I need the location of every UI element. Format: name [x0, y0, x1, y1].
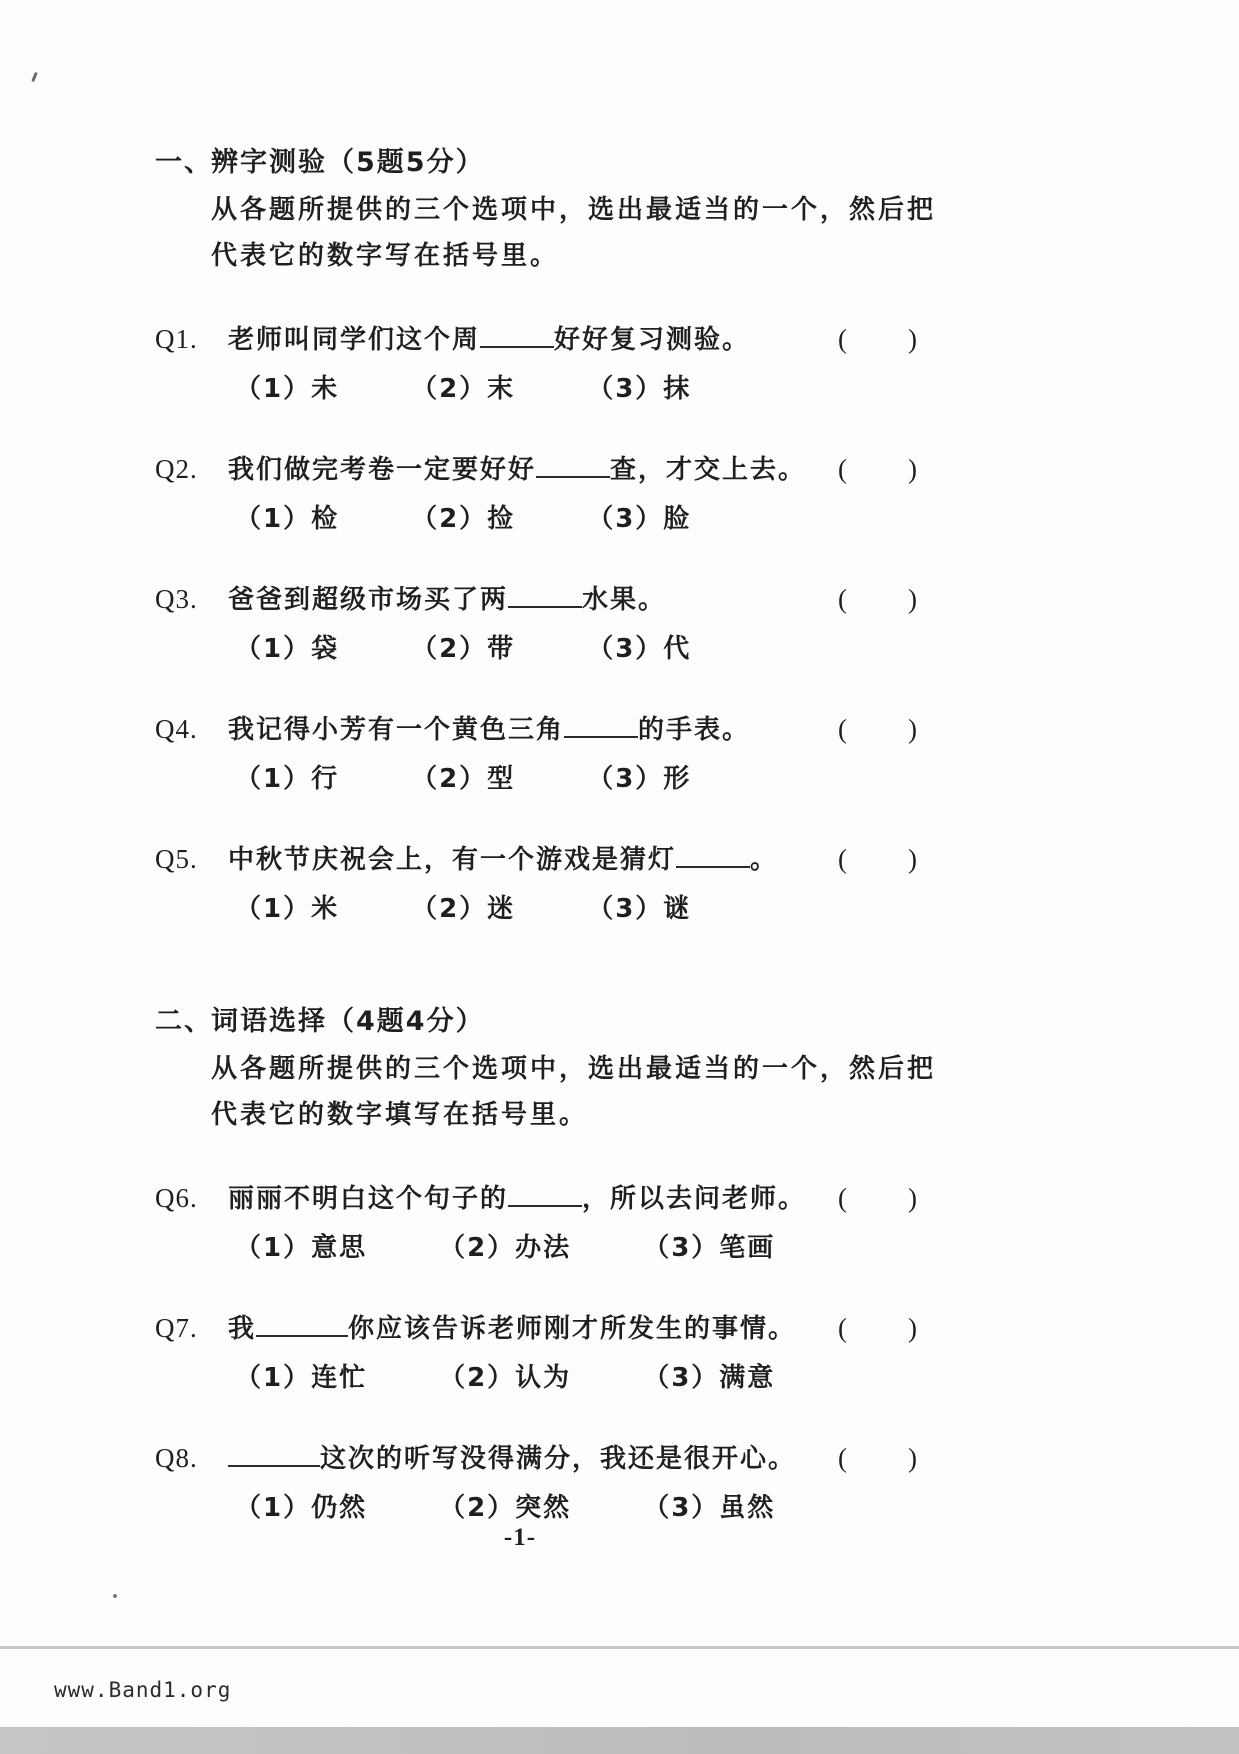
question-text	[228, 322, 750, 358]
question-number: Q7.	[155, 1313, 198, 1343]
question-text-before: 丽丽不明白这个句子的	[228, 1184, 509, 1214]
question-q3	[155, 581, 985, 667]
option-2: （2）带	[411, 634, 516, 664]
question-q7	[155, 1310, 985, 1396]
section-1-header	[155, 140, 985, 179]
question-text	[228, 452, 806, 488]
answer-bracket-open: (	[838, 844, 847, 874]
option-3: （3）谜	[587, 894, 692, 924]
question-text	[228, 842, 778, 878]
question-q5	[155, 841, 985, 927]
option-3: （3）满意	[643, 1363, 776, 1393]
section-2	[155, 999, 985, 1526]
option-1: （1）意思	[235, 1233, 368, 1263]
question-text-before: 老师叫同学们这个周	[228, 325, 481, 355]
answer-blank	[536, 474, 610, 478]
exam-content	[155, 140, 985, 1526]
question-number: Q4.	[155, 714, 198, 744]
question-text-before: 我记得小芳有一个黄色三角	[228, 715, 565, 745]
options-row	[235, 371, 985, 407]
option-1: （1）未	[235, 374, 340, 404]
answer-bracket-close: )	[908, 584, 917, 614]
question-line	[155, 1310, 985, 1347]
question-text-before: 中秋节庆祝会上，有一个游戏是猜灯	[228, 845, 677, 875]
section-1-instructions	[211, 187, 985, 279]
answer-bracket-open: (	[838, 1443, 847, 1473]
question-line	[155, 321, 985, 358]
question-number: Q5.	[155, 844, 198, 874]
question-q2	[155, 451, 985, 537]
section-number: 二、	[155, 1006, 213, 1037]
question-text-after: 查，才交上去。	[610, 455, 807, 485]
option-1: （1）米	[235, 894, 340, 924]
answer-bracket-close: )	[908, 1313, 917, 1343]
option-1: （1）仍然	[235, 1493, 368, 1523]
option-1: （1）袋	[235, 634, 340, 664]
question-number: Q2.	[155, 454, 198, 484]
question-text	[228, 582, 666, 618]
answer-blank	[564, 734, 638, 738]
answer-bracket-open: (	[838, 714, 847, 744]
option-3: （3）虽然	[643, 1493, 776, 1523]
question-line	[155, 451, 985, 488]
options-row	[235, 631, 985, 667]
instruction-line: 从各题所提供的三个选项中，选出最适当的一个，然后把	[211, 195, 937, 225]
answer-bracket-close: )	[908, 454, 917, 484]
answer-blank	[256, 1333, 348, 1337]
answer-blank	[480, 344, 554, 348]
answer-blank	[508, 604, 582, 608]
answer-bracket-close: )	[908, 324, 917, 354]
option-3: （3）抹	[587, 374, 692, 404]
question-q8	[155, 1440, 985, 1526]
page-number: -1-	[503, 1524, 537, 1551]
question-line	[155, 1440, 985, 1477]
question-number: Q3.	[155, 584, 198, 614]
answer-blank	[228, 1463, 320, 1467]
option-2: （2）末	[411, 374, 516, 404]
question-line	[155, 841, 985, 878]
option-2: （2）认为	[439, 1363, 572, 1393]
answer-bracket-open: (	[838, 454, 847, 484]
section-2-instructions	[211, 1046, 985, 1138]
answer-bracket-open: (	[838, 324, 847, 354]
instruction-line: 从各题所提供的三个选项中，选出最适当的一个，然后把	[211, 1054, 937, 1084]
question-line	[155, 581, 985, 618]
section-1	[155, 140, 985, 927]
options-row	[235, 501, 985, 537]
options-row	[235, 761, 985, 797]
option-3: （3）形	[587, 764, 692, 794]
option-2: （2）突然	[439, 1493, 572, 1523]
question-text	[228, 1181, 806, 1217]
scan-bottom-edge	[0, 1727, 1239, 1754]
footer-website: www.Band1.org	[54, 1678, 232, 1702]
option-3: （3）笔画	[643, 1233, 776, 1263]
option-2: （2）办法	[439, 1233, 572, 1263]
options-row	[235, 1230, 985, 1266]
answer-blank	[508, 1203, 582, 1207]
question-number: Q6.	[155, 1183, 198, 1213]
option-1: （1）行	[235, 764, 340, 794]
question-text-after: 好好复习测验。	[554, 325, 751, 355]
question-text-before: 我	[228, 1314, 257, 1344]
question-text-before: 爸爸到超级市场买了两	[228, 585, 509, 615]
section-number: 一、	[155, 147, 213, 178]
question-text-after: 这次的听写没得满分，我还是很开心。	[320, 1444, 797, 1474]
option-1: （1）检	[235, 504, 340, 534]
question-q1	[155, 321, 985, 407]
question-text-after: 。	[750, 845, 779, 875]
section-title: 辨字测验（5题5分）	[211, 147, 485, 178]
answer-bracket-open: (	[838, 584, 847, 614]
options-row	[235, 1360, 985, 1396]
answer-blank	[676, 864, 750, 868]
question-text	[228, 1311, 796, 1347]
answer-bracket-close: )	[908, 1443, 917, 1473]
answer-bracket-open: (	[838, 1183, 847, 1213]
answer-bracket-open: (	[838, 1313, 847, 1343]
answer-bracket-close: )	[908, 844, 917, 874]
scan-artifact-dot	[113, 1594, 117, 1598]
options-row	[235, 891, 985, 927]
option-2: （2）型	[411, 764, 516, 794]
question-q6	[155, 1180, 985, 1266]
scan-artifact-mark	[31, 72, 38, 82]
question-line	[155, 1180, 985, 1217]
option-3: （3）脸	[587, 504, 692, 534]
instruction-line: 代表它的数字写在括号里。	[211, 241, 560, 271]
question-text-after: 你应该告诉老师刚才所发生的事情。	[348, 1314, 797, 1344]
option-3: （3）代	[587, 634, 692, 664]
option-2: （2）捡	[411, 504, 516, 534]
question-text	[228, 1441, 796, 1477]
answer-bracket-close: )	[908, 1183, 917, 1213]
option-1: （1）连忙	[235, 1363, 368, 1393]
answer-bracket-close: )	[908, 714, 917, 744]
question-line	[155, 711, 985, 748]
question-q4	[155, 711, 985, 797]
option-2: （2）迷	[411, 894, 516, 924]
section-title: 词语选择（4题4分）	[211, 1006, 485, 1037]
section-2-header	[155, 999, 985, 1038]
question-text-before: 我们做完考卷一定要好好	[228, 455, 537, 485]
instruction-line: 代表它的数字填写在括号里。	[211, 1100, 589, 1130]
question-text-after: 的手表。	[638, 715, 751, 745]
question-text-after: ，所以去问老师。	[582, 1184, 807, 1214]
question-text	[228, 712, 750, 748]
question-number: Q1.	[155, 324, 198, 354]
question-text-after: 水果。	[582, 585, 667, 615]
question-number: Q8.	[155, 1443, 198, 1473]
footer-divider	[0, 1646, 1239, 1649]
options-row	[235, 1490, 985, 1526]
